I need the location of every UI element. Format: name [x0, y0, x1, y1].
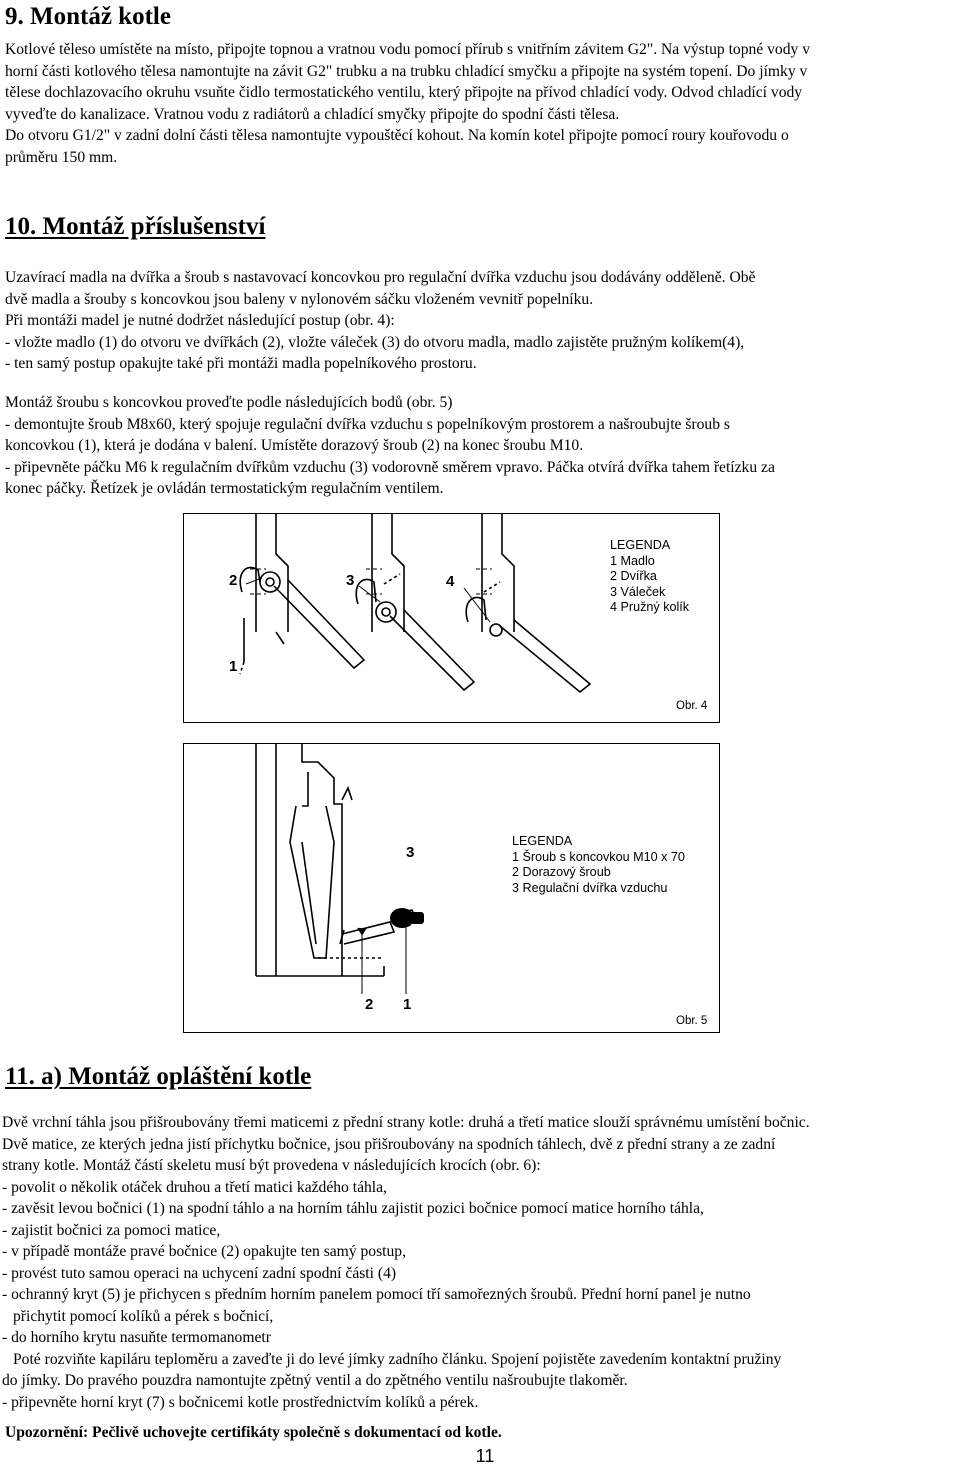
- text-line: - vložte madlo (1) do otvoru ve dvířkách (2), vložte váleček (3) do otvoru madla, madlo zajistěte pružným kolíkem(4),: [5, 333, 745, 351]
- legend-title: LEGENDA: [512, 834, 573, 848]
- section-10-text-b: [5, 392, 955, 500]
- figure-4-legend: [610, 538, 689, 616]
- legend-item: 2 Dorazový šroub: [512, 865, 611, 879]
- figure-4-label: 3: [346, 572, 355, 589]
- figure-5-label: 1: [403, 996, 412, 1013]
- text-line: - demontujte šroub M8x60, který spojuje regulační dvířka vzduchu s popelníkovým prostorem a našroubujte šroub s: [5, 415, 730, 433]
- text-line: Při montáži madel je nutné dodržet následující postup (obr. 4):: [5, 312, 395, 329]
- text-line: Uzavírací madla na dvířka a šroub s nastavovací koncovkou pro regulační dvířka vzduchu jsou dodávány odděleně. Obě: [5, 269, 756, 286]
- legend-item: 2 Dvířka: [610, 569, 657, 583]
- text-line: dvě madla a šrouby s koncovkou jsou baleny v nylonovém sáčku vloženém vevnitř popelníku.: [5, 290, 594, 308]
- figure-4: [183, 513, 720, 723]
- text-line: - připevněte horní kryt (7) s bočnicemi kotle prostřednictvím kolíků a pérek.: [2, 1393, 479, 1411]
- text-line: Dvě matice, ze kterých jedna jistí příchytku bočnice, jsou přišroubovány na spodních táhlech, dvě z přední strany a ze zadní: [2, 1135, 776, 1153]
- legend-item: 1 Madlo: [610, 553, 655, 568]
- legend-title: LEGENDA: [610, 538, 671, 552]
- text-line: - zavěsit levou bočnici (1) na spodní táhlo a na horním táhlu zajistit pozici bočnice pomocí matice horního táhla,: [2, 1200, 704, 1217]
- section-10-text-a: [5, 267, 955, 375]
- text-line: - provést tuto samou operaci na uchycení zadní spodní části (4): [2, 1264, 397, 1282]
- text-line: strany kotle. Montáž částí skeletu musí být provedena v následujících krocích (obr. 6):: [2, 1157, 541, 1174]
- figure-5: [183, 743, 720, 1033]
- figure-5-label: 2: [365, 996, 374, 1013]
- figure-4-label: 2: [229, 572, 238, 589]
- text-line: - připevněte páčku M6 k regulačním dvířkům vzduchu (3) vodorovně směrem vpravo. Páčka otvírá dvířka tahem řetízku za: [5, 458, 775, 476]
- text-line: horní části kotlového tělesa namontujte na závit G2" trubku a na trubku chladící smyčku a připojte na systém topení. Do jímky v: [5, 62, 808, 80]
- legend-item: 3 Regulační dvířka vzduchu: [512, 880, 668, 895]
- text-line: do jímky. Do pravého pouzdra namontujte zpětný ventil a do zpětného ventilu našroubujte tlakoměr.: [2, 1372, 628, 1389]
- warning-note: Upozornění: Pečlivě uchovejte certifikáty společně s dokumentací od kotle.: [5, 1424, 502, 1441]
- text-line: průměru 150 mm.: [5, 148, 118, 166]
- figure-4-label: 1: [229, 658, 238, 675]
- legend-item: 1 Šroub s koncovkou M10 x 70: [512, 849, 685, 864]
- section-11-text: [2, 1112, 952, 1413]
- text-line: přichytit pomocí kolíků a pérek s bočnicí,: [13, 1307, 274, 1325]
- text-line: tělese dochlazovacího okruhu vsuňte čidlo termostatického ventilu, který připojte na přívod chladící vody. Odvod chladící vody: [5, 84, 803, 101]
- figure-5-caption: Obr. 5: [676, 1015, 708, 1027]
- legend-item: 3 Váleček: [610, 584, 666, 599]
- text-line: Poté rozviňte kapiláru teploměru a zaveďte ji do levé jímky zadního článku. Spojení pojistěte zavedením kontaktní pružiny: [13, 1350, 782, 1368]
- section-10-title: 10. Montáž příslušenství: [5, 213, 266, 240]
- text-line: koncovkou (1), která je dodána v balení. Umístěte dorazový šroub (2) na konec šroubu M10.: [5, 437, 584, 454]
- figure-5-legend: [512, 834, 685, 896]
- text-line: vyveďte do kanalizace. Vratnou vodu z radiátorů a chladící smyčky připojte do spodní části tělesa.: [5, 105, 620, 123]
- figure-5-label: 3: [406, 844, 415, 861]
- figure-4-caption: Obr. 4: [676, 700, 708, 712]
- text-line: - zajistit bočnici za pomoci matice,: [2, 1221, 221, 1239]
- text-line: - ochranný kryt (5) je přichycen s předním horním panelem pomocí tří samořezných šroubů. Přední horní panel je nutno: [2, 1286, 751, 1303]
- text-line: Dvě vrchní táhla jsou přišroubovány třemi maticemi z přední strany kotle: druhá a třetí matice slouží správnému umístění bočnic.: [2, 1114, 810, 1131]
- text-line: Kotlové těleso umístěte na místo, připojte topnou a vratnou vodu pomocí přírub s vnitřním závitem G2". Na výstup topné vody v: [5, 41, 810, 58]
- text-line: konec páčky. Řetízek je ovládán termostatickým regulačním ventilem.: [5, 480, 444, 497]
- figure-4-label: 4: [446, 573, 455, 590]
- page-number: 11: [475, 1446, 495, 1466]
- section-11-title: 11. a) Montáž opláštění kotle: [5, 1063, 312, 1090]
- text-line: - ten samý postup opakujte také při montáži madla popelníkového prostoru.: [5, 355, 477, 372]
- section-9-text: [5, 39, 955, 168]
- text-line: - povolit o několik otáček druhou a třetí matici každého táhla,: [2, 1178, 387, 1196]
- text-line: - v případě montáže pravé bočnice (2) opakujte ten samý postup,: [2, 1243, 406, 1260]
- text-line: Do otvoru G1/2" v zadní dolní části tělesa namontujte vypouštěcí kohout. Na komín kotel připojte pomocí roury kouřovodu o: [5, 127, 789, 144]
- text-line: - do horního krytu nasuňte termomanometr: [2, 1329, 271, 1346]
- text-line: Montáž šroubu s koncovkou proveďte podle následujících bodů (obr. 5): [5, 394, 453, 411]
- section-9-title: 9. Montáž kotle: [5, 3, 171, 30]
- legend-item: 4 Pružný kolík: [610, 600, 690, 614]
